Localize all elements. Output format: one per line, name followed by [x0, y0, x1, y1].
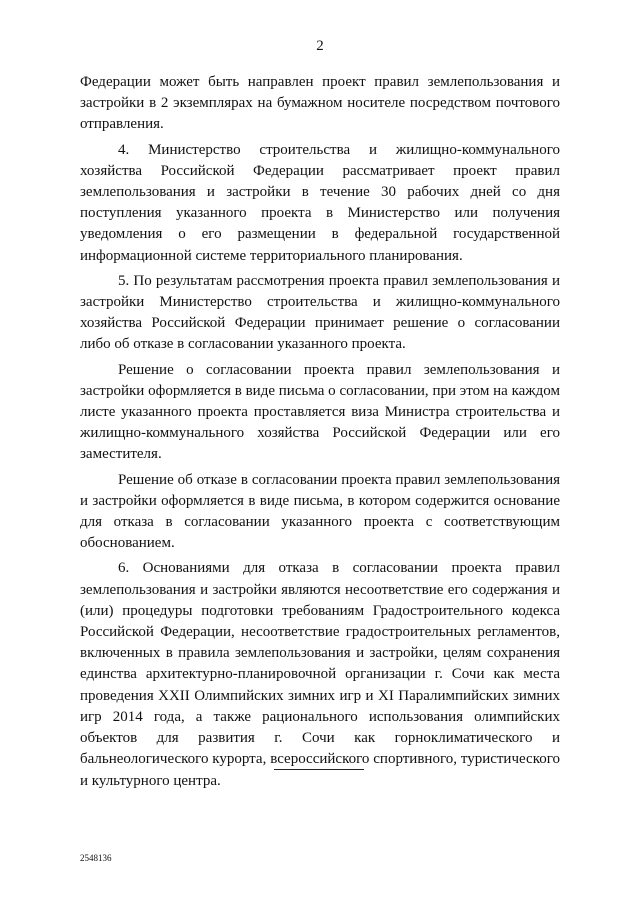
- paragraph-item-6: 6. Основаниями для отказа в согласовании проекта правил землепользования и застройки являются несоответствие его содержания и (или) процедуры подготовки требованиям Градостроительного кодекса Российской Федерации, несоответствие градостроительных регламентов, включенных в правила землепользования и застройки, целям сохранения единства архитектурно-планировочной организации г. Сочи как места проведения XXII Олимпийских зимних игр и XI Паралимпийских зимних игр 2014 года, а также рационального использования олимпийских объектов для развития г. Сочи как горноклиматического и бальнеологического курорта, всероссийского спортивного, туристического и культурного центра.: [80, 560, 560, 789]
- paragraph-approval-decision: Решение о согласовании проекта правил землепользования и застройки оформляется в виде письма о согласовании, при этом на каждом листе указанного проекта проставляется виза Министра строительства и жилищно-коммунального хозяйства Российской Федерации или его заместителя.: [80, 361, 560, 463]
- end-separator-line: [274, 769, 364, 770]
- paragraph-continuation: Федерации может быть направлен проект правил землепользования и застройки в 2 экземплярах на бумажном носителе посредством почтового отправления.: [80, 74, 560, 133]
- document-code: 2548136: [80, 853, 112, 863]
- page-number: 2: [316, 38, 324, 54]
- document-body: [80, 72, 560, 792]
- paragraph-item-4: 4. Министерство строительства и жилищно-коммунального хозяйства Российской Федерации рассматривает проект правил землепользования и застройки в течение 30 рабочих дней со дня поступления указанного проекта в Министерство или получения уведомления о его размещении в федеральной государственной информационной системе территориального планирования.: [80, 141, 560, 264]
- paragraph-item-5: 5. По результатам рассмотрения проекта правил землепользования и застройки Министерство строительства и жилищно-коммунального хозяйства Российской Федерации принимает решение о согласовании либо об отказе в согласовании указанного проекта.: [80, 272, 560, 353]
- paragraph-refusal-decision: Решение об отказе в согласовании проекта правил землепользования и застройки оформляется в виде письма, в котором содержится основание для отказа в согласовании указанного проекта с соответствующим обоснованием.: [80, 471, 560, 552]
